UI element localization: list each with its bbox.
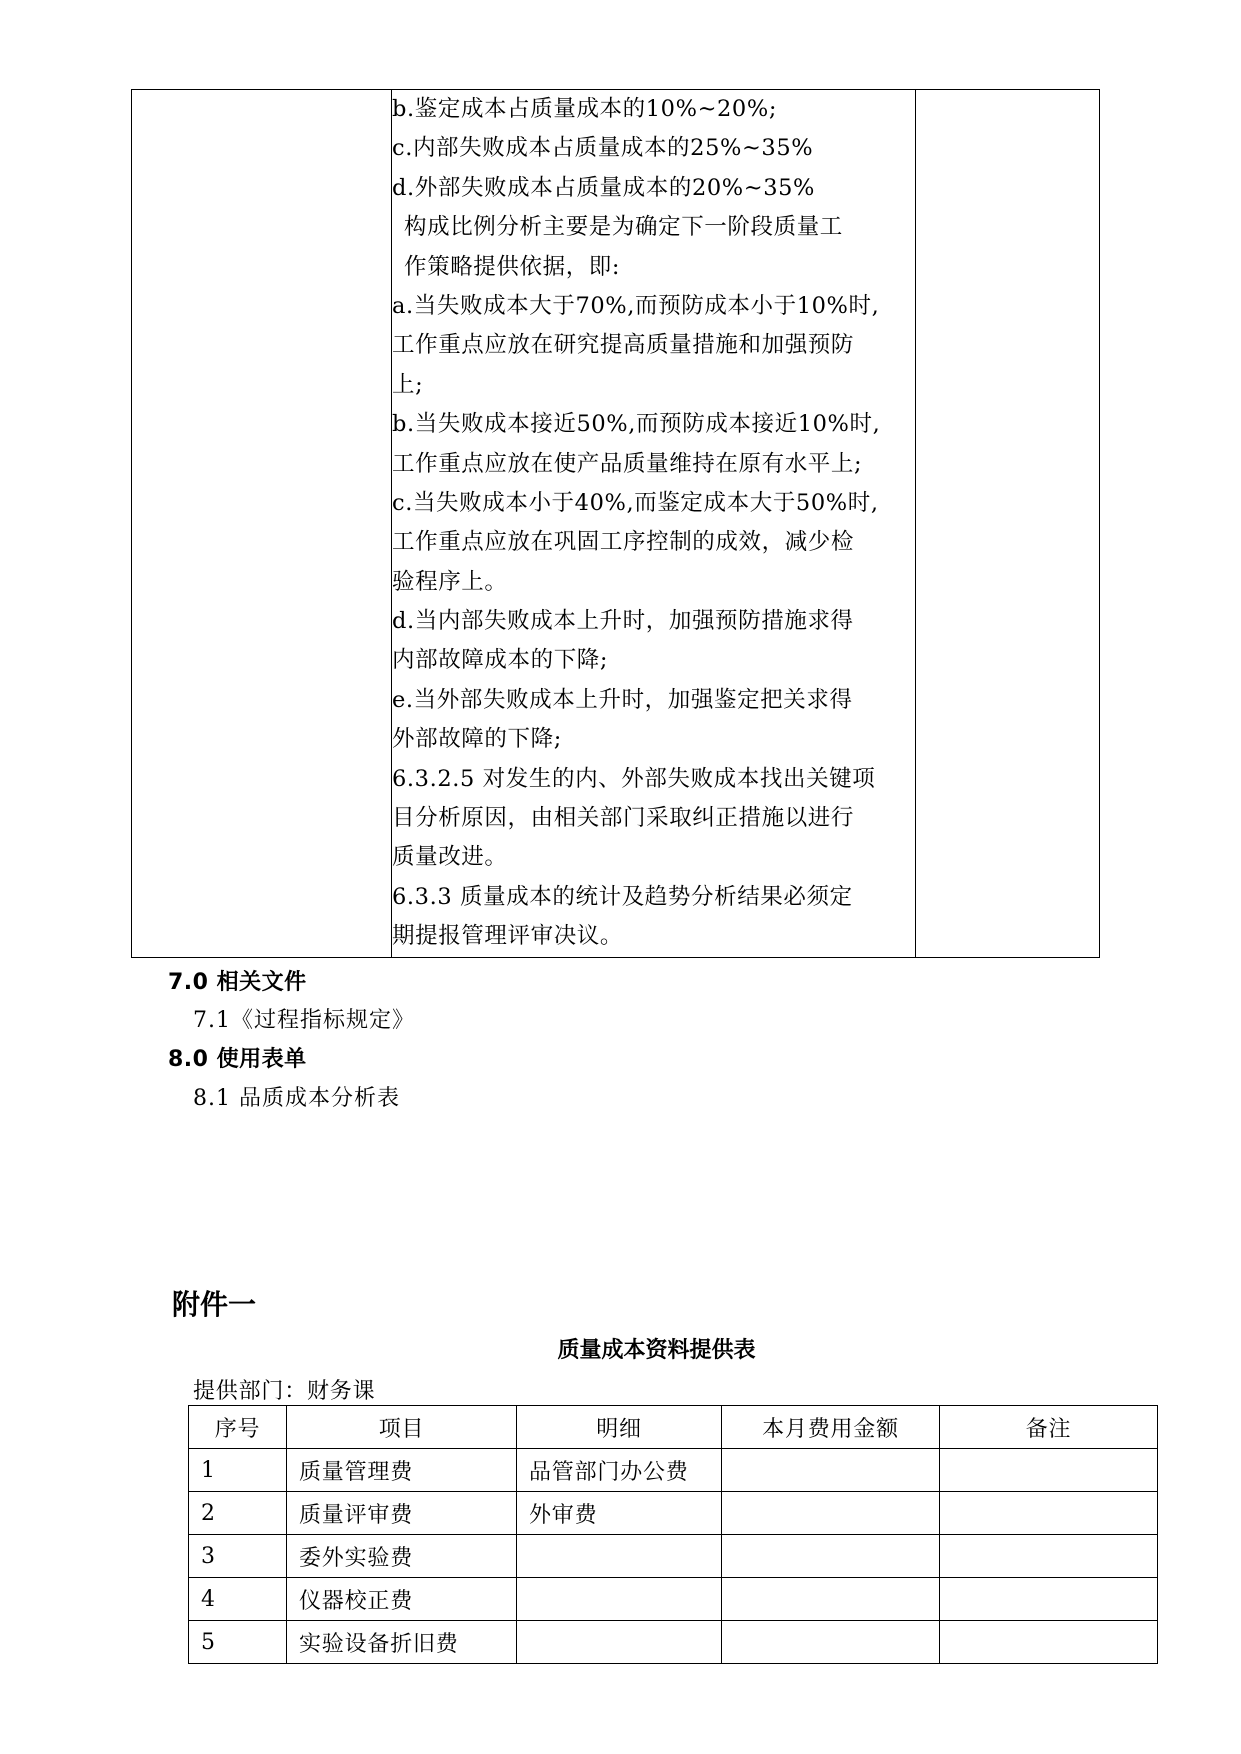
text-line: 构成比例分析主要是为确定下一阶段质量工 xyxy=(404,214,843,241)
table-cell xyxy=(940,1578,1158,1621)
form-title: 质量成本资料提供表 xyxy=(557,1338,756,1363)
table-cell xyxy=(940,1535,1158,1578)
text-line: 工作重点应放在使产品质量维持在原有水平上; xyxy=(392,450,863,477)
text-line: 验程序上。 xyxy=(392,568,508,595)
text-line: 内部故障成本的下降; xyxy=(392,647,609,674)
table-header-row xyxy=(189,1406,1158,1449)
table-cell: 5 xyxy=(189,1621,287,1664)
header-cell: 明细 xyxy=(517,1406,722,1449)
table-cell xyxy=(517,1621,722,1664)
header-cell: 序号 xyxy=(189,1406,287,1449)
table-row xyxy=(132,90,1100,958)
section-7-heading: 7.0 相关文件 xyxy=(168,970,307,995)
text-line: 作策略提供依据，即: xyxy=(404,253,621,280)
table-cell: 质量管理费 xyxy=(287,1449,517,1492)
text-line: c.当失败成本小于40%,而鉴定成本大于50%时, xyxy=(392,489,879,516)
table-cell: 实验设备折旧费 xyxy=(287,1621,517,1664)
text-line: 质量改进。 xyxy=(392,844,508,871)
policy-table xyxy=(131,89,1100,958)
text-line: c.内部失败成本占质量成本的25%~35% xyxy=(392,135,814,162)
table-cell xyxy=(722,1621,940,1664)
left-cell xyxy=(132,90,392,958)
table-cell xyxy=(722,1492,940,1535)
table-row xyxy=(189,1449,1158,1492)
text-line: d.当内部失败成本上升时，加强预防措施求得 xyxy=(392,608,854,635)
text-line: 上; xyxy=(392,371,424,398)
annex-label: 附件一 xyxy=(172,1288,257,1321)
table-cell xyxy=(940,1621,1158,1664)
table-cell xyxy=(517,1578,722,1621)
table-cell xyxy=(722,1535,940,1578)
text-line: e.当外部失败成本上升时，加强鉴定把关求得 xyxy=(392,686,853,713)
provider-department: 提供部门：财务课 xyxy=(193,1379,376,1404)
table-cell: 3 xyxy=(189,1535,287,1578)
table-cell: 品管部门办公费 xyxy=(517,1449,722,1492)
table-cell xyxy=(517,1535,722,1578)
text-line: 目分析原因，由相关部门采取纠正措施以进行 xyxy=(392,805,855,832)
text-line: 期提报管理评审决议。 xyxy=(392,923,624,950)
header-cell: 项目 xyxy=(287,1406,517,1449)
table-cell: 仪器校正费 xyxy=(287,1578,517,1621)
text-line: 6.3.3 质量成本的统计及趋势分析结果必须定 xyxy=(392,883,853,910)
table-row xyxy=(189,1621,1158,1664)
table-cell xyxy=(940,1449,1158,1492)
text-line: d.外部失败成本占质量成本的20%~35% xyxy=(392,174,816,201)
table-cell xyxy=(940,1492,1158,1535)
text-line: 外部故障的下降; xyxy=(392,726,562,753)
right-cell xyxy=(916,90,1100,958)
table-row xyxy=(189,1492,1158,1535)
content-cell xyxy=(392,90,916,958)
table-cell: 质量评审费 xyxy=(287,1492,517,1535)
header-cell: 备注 xyxy=(940,1406,1158,1449)
text-line: b.当失败成本接近50%,而预防成本接近10%时, xyxy=(392,411,881,438)
header-cell: 本月费用金额 xyxy=(722,1406,940,1449)
table-cell: 4 xyxy=(189,1578,287,1621)
table-cell xyxy=(722,1449,940,1492)
table-cell: 1 xyxy=(189,1449,287,1492)
text-line: b.鉴定成本占质量成本的10%~20%; xyxy=(392,96,778,122)
table-row xyxy=(189,1578,1158,1621)
table-cell: 2 xyxy=(189,1492,287,1535)
table-cell: 委外实验费 xyxy=(287,1535,517,1578)
text-line: 6.3.2.5 对发生的内、外部失败成本找出关键项 xyxy=(392,765,876,792)
quality-cost-form-table xyxy=(188,1405,1158,1664)
section-8-item: 8.1 品质成本分析表 xyxy=(193,1086,400,1111)
text-line: 工作重点应放在研究提高质量措施和加强预防 xyxy=(392,332,855,359)
section-7-item: 7.1《过程指标规定》 xyxy=(193,1008,415,1033)
text-line: 工作重点应放在巩固工序控制的成效，减少检 xyxy=(392,529,855,556)
text-line: a.当失败成本大于70%,而预防成本小于10%时, xyxy=(392,292,880,319)
table-cell xyxy=(722,1578,940,1621)
table-row xyxy=(189,1535,1158,1578)
section-8-heading: 8.0 使用表单 xyxy=(168,1047,307,1072)
table-cell: 外审费 xyxy=(517,1492,722,1535)
